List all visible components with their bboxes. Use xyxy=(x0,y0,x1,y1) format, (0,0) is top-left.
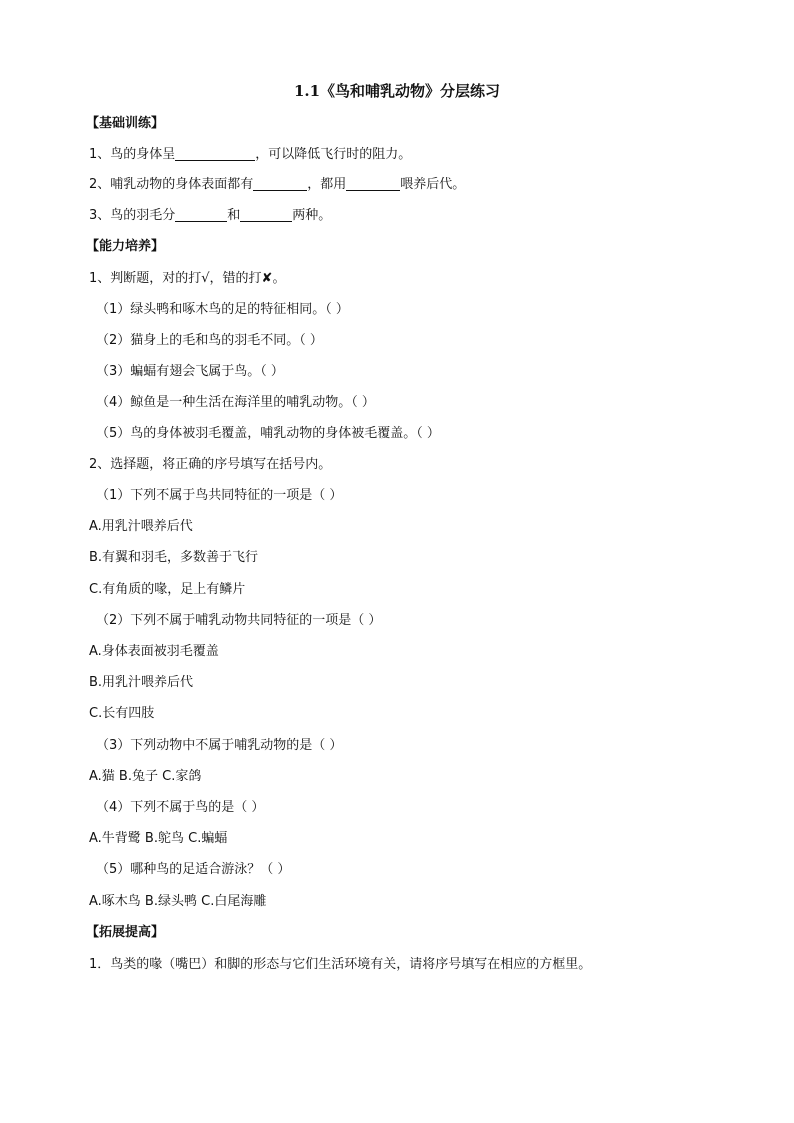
choice-intro: 2、选择题，将正确的序号填写在括号内。 xyxy=(89,457,332,472)
basic-question-2: 2、哺乳动物的身体表面都有 ，都用 喂养后代。 xyxy=(89,177,466,192)
choice-question-1: （1）下列不属于鸟共同特征的一项是（ ） xyxy=(96,488,343,503)
answer-blank[interactable] xyxy=(240,207,292,222)
choice-option: C.有角质的喙，足上有鳞片 xyxy=(89,582,246,597)
judge-item-4: （4）鲸鱼是一种生活在海洋里的哺乳动物。（ ） xyxy=(96,395,375,410)
choice-option: B.用乳汁喂养后代 xyxy=(89,675,194,690)
choice-question-5: （5）哪种鸟的足适合游泳？（ ） xyxy=(96,862,291,877)
judge-item-3: （3）蝙蝠有翅会飞属于鸟。（ ） xyxy=(96,364,284,379)
section-extend-heading: 【拓展提高】 xyxy=(86,925,165,940)
section-ability-heading: 【能力培养】 xyxy=(86,239,165,254)
choice-option: A.用乳汁喂养后代 xyxy=(89,519,193,534)
choice-question-3: （3）下列动物中不属于哺乳动物的是（ ） xyxy=(96,738,343,753)
section-basic-heading: 【基础训练】 xyxy=(86,116,165,131)
judge-intro: 1、判断题，对的打√，错的打✘。 xyxy=(89,271,286,286)
choice-options-3: A.猫 B.兔子 C.家鸽 xyxy=(89,769,202,784)
choice-option: B.有翼和羽毛，多数善于飞行 xyxy=(89,550,259,565)
judge-item-1: （1）绿头鸭和啄木鸟的足的特征相同。（ ） xyxy=(96,302,349,317)
page-title: 1.1《鸟和哺乳动物》分层练习 xyxy=(293,82,501,100)
choice-options-4: A.牛背鹭 B.鸵鸟 C.蝙蝠 xyxy=(89,831,228,846)
basic-question-3: 3、鸟的羽毛分 和 两种。 xyxy=(89,208,332,223)
choice-option: C.长有四肢 xyxy=(89,706,155,721)
judge-item-2: （2）猫身上的毛和鸟的羽毛不同。（ ） xyxy=(96,333,323,348)
answer-blank[interactable] xyxy=(346,176,400,191)
extend-question-1: 1．鸟类的喙（嘴巴）和脚的形态与它们生活环境有关，请将序号填写在相应的方框里。 xyxy=(89,957,592,972)
judge-item-5: （5）鸟的身体被羽毛覆盖，哺乳动物的身体被毛覆盖。（ ） xyxy=(96,426,440,441)
choice-option: A.身体表面被羽毛覆盖 xyxy=(89,644,219,659)
answer-blank[interactable] xyxy=(253,176,307,191)
choice-question-2: （2）下列不属于哺乳动物共同特征的一项是（ ） xyxy=(96,613,382,628)
choice-question-4: （4）下列不属于鸟的是（ ） xyxy=(96,800,265,815)
answer-blank[interactable] xyxy=(175,207,227,222)
answer-blank[interactable] xyxy=(175,146,255,161)
choice-options-5: A.啄木鸟 B.绿头鸭 C.白尾海雕 xyxy=(89,894,267,909)
basic-question-1: 1、鸟的身体呈 ，可以降低飞行时的阻力。 xyxy=(89,147,412,162)
